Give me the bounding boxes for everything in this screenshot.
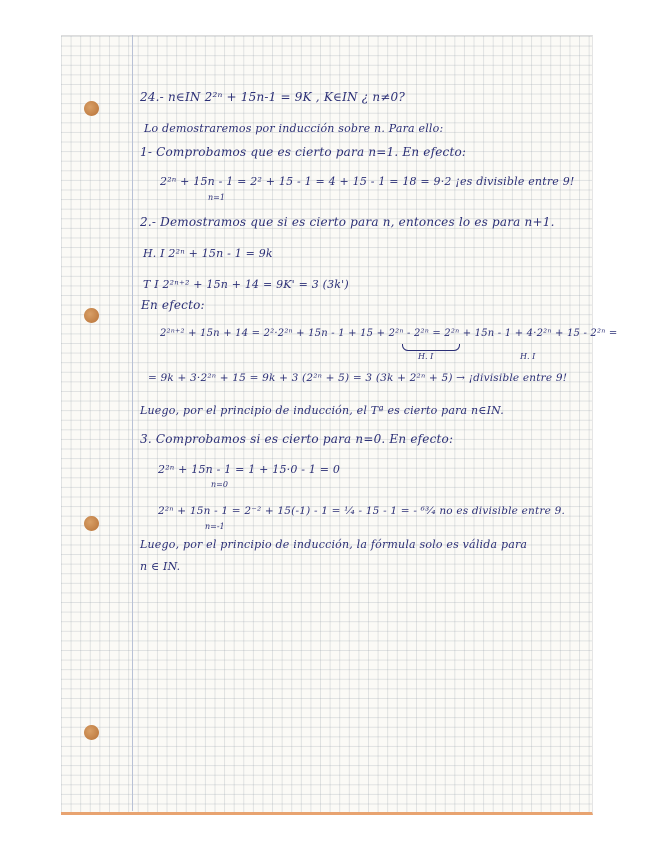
problem-statement: 24.- n∈IN 2²ⁿ + 15n-1 = 9K , K∈IN ¿ n≠0? (140, 90, 406, 104)
underbrace (402, 344, 460, 351)
condition-label: n=-1 (205, 522, 225, 531)
binder-hole (84, 516, 99, 531)
condition-label: n=0 (211, 480, 228, 489)
intro-line: Lo demostraremos por inducción sobre n. Para ello: (144, 122, 444, 135)
margin-line (132, 35, 133, 811)
binder-hole (84, 101, 99, 116)
conclusion-line: Luego, por el principio de inducción, el Tª es cierto para n∈IN. (140, 404, 504, 417)
step-3-check-zero: 2²ⁿ + 15n - 1 = 1 + 15·0 - 1 = 0 (158, 463, 341, 476)
binder-hole (84, 308, 99, 323)
final-conclusion-end: n ∈ IN. (140, 560, 181, 573)
derivation-conclusion: = 9k + 3·2²ⁿ + 15 = 9k + 3 (2²ⁿ + 5) = 3 (3k + 2²ⁿ + 5) → ¡divisible entre 9! (148, 372, 568, 384)
hypothesis-line: H. I 2²ⁿ + 15n - 1 = 9k (143, 247, 273, 260)
step-3-check-negative: 2²ⁿ + 15n - 1 = 2⁻² + 15(-1) - 1 = ¹⁄₄ - 15 - 1 = - ⁶³⁄₄ no es divisible entre 9. (158, 505, 566, 517)
binder-hole (84, 725, 99, 740)
hi-label: H. I (520, 352, 536, 361)
step-1-heading: 1- Comprobamos que es cierto para n=1. En efecto: (140, 145, 467, 159)
condition-label: n=1 (208, 193, 225, 202)
step-3-heading: 3. Comprobamos si es cierto para n=0. En efecto: (140, 432, 454, 446)
induction-derivation: 2²ⁿ⁺² + 15n + 14 = 2²·2²ⁿ + 15n - 1 + 15 + 2²ⁿ - 2²ⁿ = 2²ⁿ + 15n - 1 + 4·2²ⁿ + 15 - 2²ⁿ = (160, 328, 618, 339)
en-efecto-label: En efecto: (141, 298, 205, 312)
final-conclusion: Luego, por el principio de inducción, la fórmula solo es válida para (140, 538, 528, 551)
step-2-heading: 2.- Demostramos que si es cierto para n, entonces lo es para n+1. (140, 215, 555, 229)
step-1-check: 2²ⁿ + 15n - 1 = 2² + 15 - 1 = 4 + 15 - 1 = 18 = 9·2 ¡es divisible entre 9! (160, 175, 575, 188)
hi-label: H. I (418, 352, 434, 361)
thesis-line: T I 2²ⁿ⁺² + 15n + 14 = 9K' = 3 (3k') (143, 278, 349, 291)
